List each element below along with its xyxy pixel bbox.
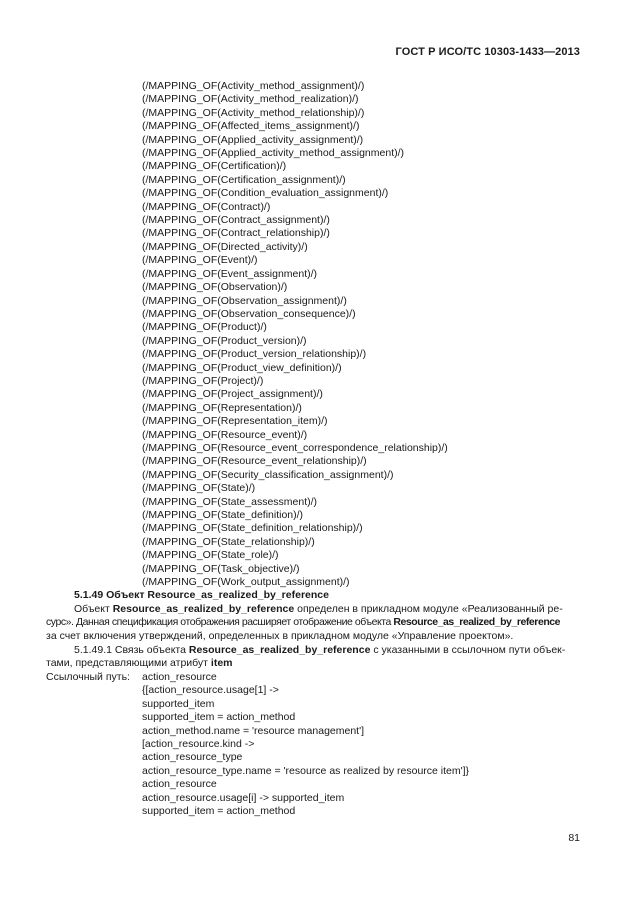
mapping-line: (/MAPPING_OF(Resource_event_correspondence_relationship)/): [142, 441, 448, 454]
mapping-line: (/MAPPING_OF(Project)/): [142, 374, 264, 387]
mapping-line: (/MAPPING_OF(Work_output_assignment)/): [142, 576, 350, 589]
mapping-line: (/MAPPING_OF(Product_version_relationship)/): [142, 348, 367, 361]
reference-path-line: action_resource: [142, 778, 217, 791]
mapping-line: (/MAPPING_OF(Applied_activity_assignment)/): [142, 133, 364, 146]
page-number: 81: [568, 832, 580, 844]
mapping-line: (/MAPPING_OF(Security_classification_assignment)/): [142, 468, 394, 481]
mapping-line: (/MAPPING_OF(Observation_assignment)/): [142, 294, 347, 307]
mapping-line: (/MAPPING_OF(Product_view_definition)/): [142, 361, 342, 374]
mapping-line: (/MAPPING_OF(State_definition_relationship)/): [142, 522, 363, 535]
mapping-line: (/MAPPING_OF(State_role)/): [142, 549, 279, 562]
mapping-line: (/MAPPING_OF(Resource_event_relationship)/): [142, 455, 367, 468]
mapping-line: (/MAPPING_OF(Applied_activity_method_assignment)/): [142, 147, 405, 160]
mapping-line: (/MAPPING_OF(State)/): [142, 482, 256, 495]
mapping-line: (/MAPPING_OF(Product)/): [142, 321, 267, 334]
mapping-line: (/MAPPING_OF(Representation)/): [142, 401, 302, 414]
mapping-line: (/MAPPING_OF(Task_objective)/): [142, 562, 300, 575]
mapping-line: (/MAPPING_OF(Observation)/): [142, 281, 288, 294]
mapping-line: (/MAPPING_OF(State_assessment)/): [142, 495, 318, 508]
mapping-line: (/MAPPING_OF(Contract_relationship)/): [142, 227, 330, 240]
mapping-line: (/MAPPING_OF(Contract)/): [142, 200, 271, 213]
mapping-line: (/MAPPING_OF(Activity_method_assignment)/): [142, 80, 365, 92]
mapping-line: (/MAPPING_OF(State_definition)/): [142, 509, 304, 521]
reference-path-line: action_resource_type: [142, 751, 243, 764]
mapping-line: (/MAPPING_OF(Affected_items_assignment)/): [142, 120, 360, 133]
paragraph-attribute-link: 5.1.49.1 Связь объекта Resource_as_realized_by_reference с указанными в ссылочном пути объек- тами, представляющими атрибут item: [46, 644, 566, 670]
mapping-list: [142, 80, 448, 589]
mapping-line: (/MAPPING_OF(Directed_activity)/): [142, 240, 308, 253]
mapping-line: (/MAPPING_OF(Activity_method_realization)/): [142, 93, 359, 106]
document-header: ГОСТ Р ИСО/ТС 10303-1433—2013: [395, 46, 580, 58]
reference-path-line: action_method.name = 'resource management']: [142, 724, 365, 737]
mapping-line: (/MAPPING_OF(Observation_consequence)/): [142, 307, 356, 320]
reference-path-line: {[action_resource.usage[1] ->: [142, 684, 279, 697]
mapping-line: (/MAPPING_OF(Certification)/): [142, 160, 287, 173]
reference-path-lines: [142, 671, 469, 818]
reference-path-line: action_resource.usage[i] -> supported_item: [142, 791, 345, 804]
reference-path-line: action_resource_type.name = 'resource as realized by resource item']}: [142, 764, 470, 777]
mapping-line: (/MAPPING_OF(Activity_method_relationship)/): [142, 106, 365, 119]
mapping-line: (/MAPPING_OF(Certification_assignment)/): [142, 173, 346, 186]
mapping-line: (/MAPPING_OF(Contract_assignment)/): [142, 214, 330, 227]
mapping-line: (/MAPPING_OF(Resource_event)/): [142, 428, 308, 441]
mapping-line: (/MAPPING_OF(State_relationship)/): [142, 535, 315, 548]
paragraph-definition: Объект Resource_as_realized_by_reference определен в прикладном модуле «Реализованный ре- сурс». Данная спецификация отображения расширяет отображение объекта Resource_as_realized_by_reference за счет включения утверждений, определенных в прикладном модуле «Управление проектом».: [46, 603, 563, 642]
reference-path-label: Ссылочный путь:: [46, 671, 130, 683]
reference-path-line: supported_item: [142, 697, 215, 710]
mapping-line: (/MAPPING_OF(Project_assignment)/): [142, 388, 323, 401]
mapping-line: (/MAPPING_OF(Event)/): [142, 254, 258, 267]
reference-path-line: action_resource: [142, 671, 217, 683]
mapping-line: (/MAPPING_OF(Condition_evaluation_assignment)/): [142, 187, 389, 200]
mapping-line: (/MAPPING_OF(Representation_item)/): [142, 415, 328, 428]
section-title: 5.1.49 Объект Resource_as_realized_by_reference: [74, 589, 329, 601]
reference-path-line: supported_item = action_method: [142, 711, 296, 724]
mapping-line: (/MAPPING_OF(Event_assignment)/): [142, 267, 318, 280]
reference-path-line: supported_item = action_method: [142, 805, 296, 818]
reference-path-line: [action_resource.kind ->: [142, 738, 255, 751]
mapping-line: (/MAPPING_OF(Product_version)/): [142, 334, 307, 347]
